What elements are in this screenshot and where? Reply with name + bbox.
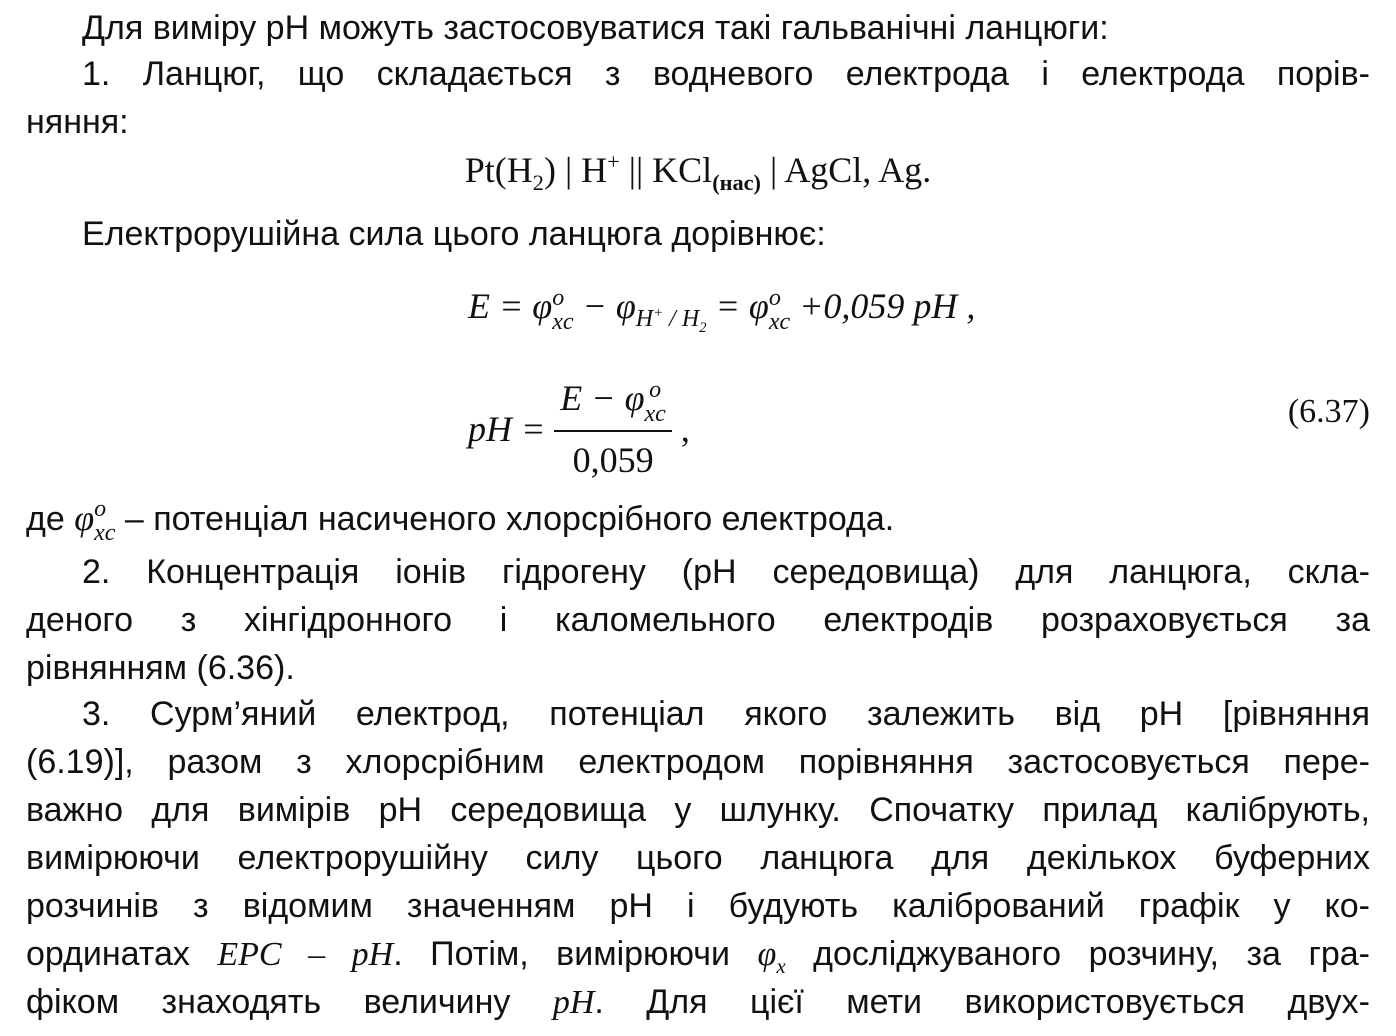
cell-scheme: $Pt(H_2)$ | H+ || KCl$_{(нас)}$ | AgCl, Ag.	[464, 149, 932, 196]
equation-number: (6.37)	[1287, 393, 1370, 430]
item3-line4: вимірюючи електрорушійну силу цього ланцюга для декількох буферних	[26, 839, 1370, 877]
emf-intro: Електрорушійна сила цього ланцюга дорівнює:	[82, 215, 826, 253]
item1-line1: 1. Ланцюг, що складається з водневого електрода і електрода порів-	[82, 55, 1370, 93]
item3-line3: важно для вимірів pH середовища у шлунку. Спочатку прилад калібрують,	[26, 791, 1370, 829]
item2-line3: рівнянням (6.36).	[26, 649, 295, 687]
equation-emf: E = φ o xc − $\varphi_{H^+ / H_2} = \varphi$ o xc +0,059 pH ,	[468, 284, 976, 336]
item3-line5: розчинів з відомим значенням pH і будують калібрований графік у ко-	[26, 887, 1370, 925]
equation-ph: pH = E − φ o xc 0,059 ,	[468, 374, 690, 484]
item2-line1: 2. Концентрація іонів гідрогену (pH середовища) для ланцюга, скла-	[82, 553, 1370, 591]
item1-line2: няння:	[26, 103, 129, 141]
item2-line2: деного з хінгідронного і каломельного електродів розраховується за	[26, 601, 1370, 639]
where-line: де φ o xc – потенціал насиченого хлорсрібного електрода.	[26, 496, 895, 547]
intro-line: Для виміру pH можуть застосовуватися такі гальванічні ланцюги:	[82, 9, 1109, 47]
item3-line7: фіком знаходять величину pH. Для цієї мети використовується двух-	[26, 983, 1370, 1021]
item3-line6: ординатах EPC – pH. Потім, вимірюючи $\varphi_x$ досліджуваного розчину, за гра-	[26, 935, 1370, 978]
item3-line1: 3. Сурм’яний електрод, потенціал якого залежить від pH [рівняння	[82, 695, 1370, 733]
item3-line2: (6.19)], разом з хлорсрібним електродом порівняння застосовується пере-	[26, 743, 1370, 781]
